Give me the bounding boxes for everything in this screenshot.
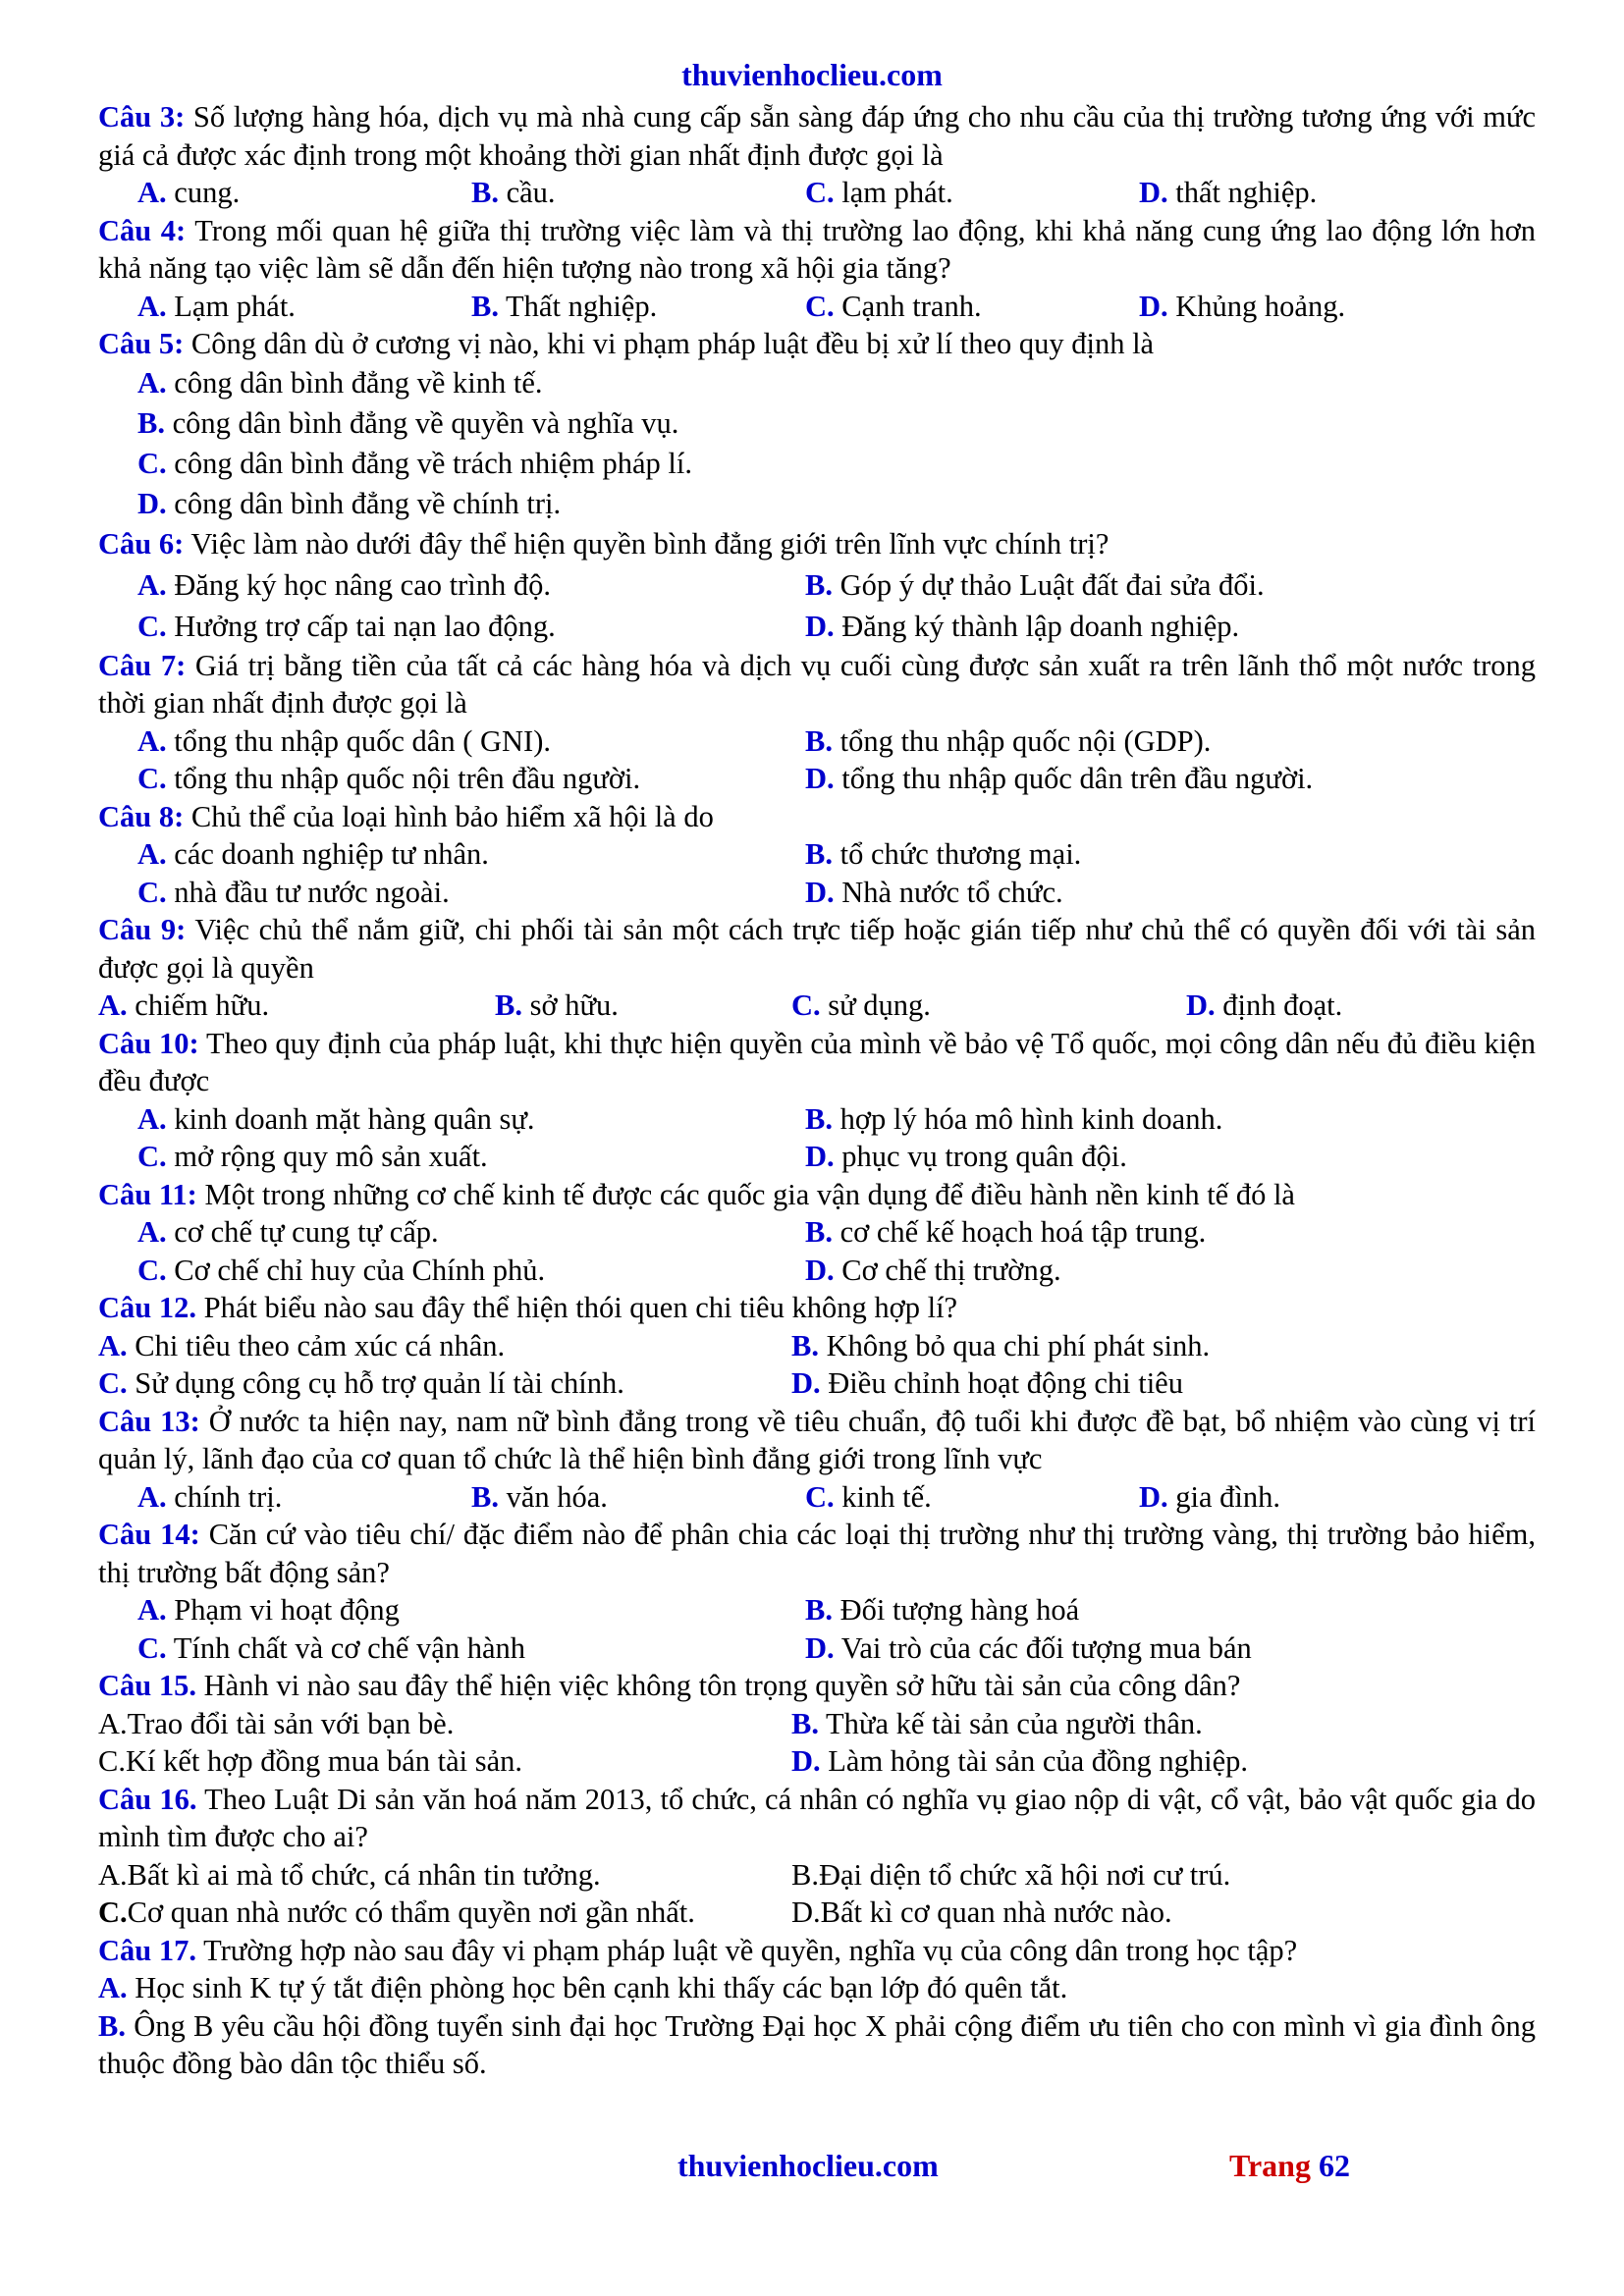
- question-text: Trong mối quan hệ giữa thị trường việc làm và thị trường lao động, khi khả năng cung ứng lao động lớn hơn khả năng tạo việc làm sẽ dẫn đến hiện tượng nào trong xã hội gia tăng?: [98, 213, 1536, 285]
- option-b: B. sở hữu.: [495, 988, 619, 1022]
- option-row: [98, 403, 1536, 444]
- option-b: B.Đại diện tổ chức xã hội nơi cư trú.: [791, 1857, 1231, 1892]
- question-stem: [98, 911, 1536, 987]
- option-d: D. gia đình.: [1139, 1479, 1281, 1514]
- question-text: Công dân dù ở cương vị nào, khi vi phạm pháp luật đều bị xử lí theo quy định là: [190, 327, 1155, 360]
- option-row: [98, 1213, 1536, 1252]
- option-row: [98, 1478, 1536, 1517]
- option-a: A. Chi tiêu theo cảm xúc cá nhân.: [98, 1328, 506, 1362]
- question-10: [98, 1025, 1536, 1176]
- option-row: [98, 1138, 1536, 1176]
- option-c: C. Sử dụng công cụ hỗ trợ quản lí tài chính.: [98, 1366, 624, 1400]
- option-d: D. định đoạt.: [1186, 988, 1343, 1022]
- page-footer: [0, 2146, 1624, 2185]
- option-a: A.Bất kì ai mà tổ chức, cá nhân tin tưởng.: [98, 1857, 601, 1892]
- option-b: B. tổng thu nhập quốc nội (GDP).: [805, 723, 1212, 758]
- option-b: B. tổ chức thương mại.: [805, 837, 1082, 871]
- question-9: [98, 911, 1536, 1025]
- question-label: Câu 10:: [98, 1026, 199, 1060]
- page-number-value: 62: [1318, 2148, 1350, 2183]
- option-a: A. cơ chế tự cung tự cấp.: [137, 1215, 439, 1249]
- option-row: [98, 835, 1536, 874]
- question-text: Chủ thể của loại hình bảo hiểm xã hội là do: [190, 799, 714, 833]
- option-b: B. Thừa kế tài sản của người thân.: [791, 1706, 1203, 1740]
- question-label: Câu 3:: [98, 100, 186, 133]
- option-row: [98, 874, 1536, 912]
- option-row: [98, 1894, 1536, 1932]
- option-c: C. mở rộng quy mô sản xuất.: [137, 1140, 488, 1173]
- page-number: [1229, 2146, 1350, 2185]
- option-row: [98, 760, 1536, 798]
- question-16: [98, 1781, 1536, 1932]
- option-c: C. công dân bình đẳng về trách nhiệm pháp lí.: [137, 446, 692, 480]
- option-a: A. cung.: [137, 176, 241, 209]
- option-c: C. tổng thu nhập quốc nội trên đầu người.: [137, 762, 641, 795]
- question-stem: [98, 647, 1536, 722]
- question-14: [98, 1516, 1536, 1667]
- question-stem: [98, 524, 1536, 564]
- option-row: [98, 1591, 1536, 1629]
- option-a: A. các doanh nghiệp tư nhân.: [137, 837, 489, 871]
- option-d: D. tổng thu nhập quốc dân trên đầu người.: [805, 762, 1314, 795]
- option-b: B. văn hóa.: [471, 1479, 608, 1514]
- option-b: B. hợp lý hóa mô hình kinh doanh.: [805, 1101, 1223, 1136]
- question-5: [98, 325, 1536, 524]
- option-row: [98, 1742, 1536, 1781]
- option-row: [98, 564, 1536, 606]
- question-15: [98, 1667, 1536, 1781]
- option-row: [98, 606, 1536, 647]
- option-c: C.Cơ quan nhà nước có thẩm quyền nơi gần nhất.: [98, 1896, 695, 1929]
- question-stem: [98, 1025, 1536, 1100]
- option-a: A. kinh doanh mặt hàng quân sự.: [137, 1101, 535, 1136]
- option-d: D. thất nghiệp.: [1139, 176, 1318, 209]
- question-stem: [98, 1289, 1536, 1327]
- option-b: B. công dân bình đẳng về quyền và nghĩa vụ.: [137, 405, 679, 440]
- question-text: Theo Luật Di sản văn hoá năm 2013, tổ chức, cá nhân có nghĩa vụ giao nộp di vật, cổ vật, bảo vật quốc gia do mình tìm được cho ai?: [98, 1782, 1536, 1853]
- option-row: [98, 1629, 1536, 1668]
- question-8: [98, 798, 1536, 912]
- page-label: Trang: [1229, 2148, 1311, 2183]
- option-row: [98, 1856, 1536, 1895]
- option-b: B. Không bỏ qua chi phí phát sinh.: [791, 1328, 1211, 1362]
- option-a: A. chiếm hữu.: [98, 988, 270, 1022]
- option-row: [98, 1705, 1536, 1743]
- question-text: Hành vi nào sau đây thể hiện việc không tôn trọng quyền sở hữu tài sản của công dân?: [203, 1669, 1241, 1702]
- header-site-name[interactable]: thuvienhoclieu.com: [681, 57, 943, 92]
- question-text: Ở nước ta hiện nay, nam nữ bình đẳng trong về tiêu chuẩn, độ tuổi khi được đề bạt, bổ nhiệm vào cùng vị trí quản lý, lãnh đạo của cơ quan tổ chức là thể hiện bình đẳng giới trong lĩnh vực: [98, 1404, 1536, 1475]
- option-row: [98, 484, 1536, 524]
- option-row: [98, 288, 1536, 326]
- option-d: D. Làm hỏng tài sản của đồng nghiệp.: [791, 1744, 1249, 1778]
- question-13: [98, 1403, 1536, 1517]
- question-stem: [98, 1667, 1536, 1705]
- question-4: [98, 212, 1536, 326]
- option-row: [98, 1364, 1536, 1403]
- option-a: A. Học sinh K tự ý tắt điện phòng học bên cạnh khi thấy các bạn lớp đó quên tắt.: [98, 1971, 1068, 2004]
- question-label: Câu 9:: [98, 913, 187, 946]
- question-stem: [98, 212, 1536, 288]
- option-a: A. Phạm vi hoạt động: [137, 1593, 400, 1627]
- question-label: Câu 13:: [98, 1404, 200, 1438]
- option-d: D. Đăng ký thành lập doanh nghiệp.: [805, 609, 1240, 643]
- option-d: D. Vai trò của các đối tượng mua bán: [805, 1630, 1252, 1665]
- question-label: Câu 12.: [98, 1291, 196, 1324]
- question-text: Một trong những cơ chế kinh tế được các quốc gia vận dụng để điều hành nền kinh tế đó là: [204, 1177, 1295, 1211]
- option-a: A. công dân bình đẳng về kinh tế.: [137, 365, 543, 400]
- option-row: [98, 444, 1536, 484]
- option-a: A. Lạm phát.: [137, 289, 296, 323]
- question-text: Phát biểu nào sau đây thể hiện thói quen chi tiêu không hợp lí?: [203, 1291, 958, 1324]
- question-label: Câu 11:: [98, 1177, 197, 1211]
- question-label: Câu 4:: [98, 213, 187, 247]
- question-stem: [98, 1403, 1536, 1478]
- question-stem: [98, 98, 1536, 174]
- option-a: A. tổng thu nhập quốc dân ( GNI).: [137, 723, 551, 758]
- question-3: [98, 98, 1536, 212]
- question-label: Câu 8:: [98, 799, 185, 833]
- question-label: Câu 17.: [98, 1933, 196, 1967]
- question-text: Theo quy định của pháp luật, khi thực hiện quyền của mình về bảo vệ Tổ quốc, mọi công dân nếu đủ điều kiện đều được: [98, 1026, 1536, 1097]
- question-7: [98, 647, 1536, 798]
- option-c: C. Hưởng trợ cấp tai nạn lao động.: [137, 609, 556, 643]
- question-label: Câu 15.: [98, 1669, 196, 1702]
- option-row: [98, 722, 1536, 761]
- option-row: [98, 1100, 1536, 1139]
- question-label: Câu 7:: [98, 648, 187, 682]
- option-d: D. Điều chỉnh hoạt động chi tiêu: [791, 1366, 1183, 1400]
- question-11: [98, 1176, 1536, 1290]
- question-text: Căn cứ vào tiêu chí/ đặc điểm nào để phân chia các loại thị trường như thị trường vàng, thị trường bảo hiểm, thị trường bất động sản?: [98, 1518, 1537, 1589]
- option-d: D. Cơ chế thị trường.: [805, 1253, 1061, 1287]
- option-b: B. Ông B yêu cầu hội đồng tuyển sinh đại học Trường Đại học X phải cộng điểm ưu tiên cho con mình vì gia đình ông thuộc đồng bào dân tộc thiểu số.: [98, 2008, 1536, 2080]
- option-c: C. Tính chất và cơ chế vận hành: [137, 1630, 525, 1665]
- option-d: D. công dân bình đẳng về chính trị.: [137, 486, 562, 520]
- question-label: Câu 6:: [98, 526, 185, 561]
- question-text: Việc làm nào dưới đây thể hiện quyền bình đẳng giới trên lĩnh vực chính trị?: [190, 526, 1110, 561]
- question-stem: [98, 325, 1536, 363]
- question-stem: [98, 1176, 1536, 1214]
- option-row: [98, 363, 1536, 403]
- option-a: A. chính trị.: [137, 1479, 283, 1514]
- question-stem: [98, 1516, 1536, 1591]
- question-label: Câu 5:: [98, 327, 185, 360]
- option-b: B. cầu.: [471, 176, 556, 209]
- option-c: C. Cơ chế chỉ huy của Chính phủ.: [137, 1253, 546, 1287]
- option-c: C. Cạnh tranh.: [805, 289, 982, 323]
- option-b: B. Đối tượng hàng hoá: [805, 1593, 1080, 1627]
- question-stem: [98, 798, 1536, 836]
- option-d: D. phục vụ trong quân đội.: [805, 1140, 1127, 1173]
- question-17: [98, 1932, 1536, 2083]
- option-c: C. sử dụng.: [791, 988, 931, 1022]
- footer-site-name[interactable]: thuvienhoclieu.com: [677, 2148, 939, 2183]
- option-a: A. Đăng ký học nâng cao trình độ.: [137, 567, 551, 602]
- question-stem: [98, 1932, 1536, 1970]
- question-label: Câu 16.: [98, 1782, 197, 1816]
- question-text: Giá trị bằng tiền của tất cả các hàng hóa và dịch vụ cuối cùng được sản xuất ra trên lãnh thổ một nước trong thời gian nhất định được gọi là: [98, 648, 1537, 720]
- question-text: Việc chủ thể nắm giữ, chi phối tài sản một cách trực tiếp hoặc gián tiếp như chủ thể có quyền đối với tài sản được gọi là quyền: [98, 913, 1536, 985]
- option-row: [98, 1252, 1536, 1290]
- question-6: [98, 524, 1536, 647]
- question-text: Số lượng hàng hóa, dịch vụ mà nhà cung cấp sẵn sàng đáp ứng cho nhu cầu của thị trường tương ứng với mức giá cả được xác định trong một khoảng thời gian nhất định được gọi là: [98, 100, 1537, 172]
- option-a: A.Trao đổi tài sản với bạn bè.: [98, 1706, 455, 1740]
- option-row: [98, 1327, 1536, 1365]
- option-c: C. nhà đầu tư nước ngoài.: [137, 875, 450, 909]
- option-row: [98, 174, 1536, 212]
- option-d: D.Bất kì cơ quan nhà nước nào.: [791, 1896, 1172, 1929]
- option-b: B. Thất nghiệp.: [471, 289, 658, 323]
- question-text: Trường hợp nào sau đây vi phạm pháp luật về quyền, nghĩa vụ của công dân trong học tập?: [203, 1933, 1298, 1967]
- question-label: Câu 14:: [98, 1518, 200, 1551]
- option-d: D. Nhà nước tổ chức.: [805, 875, 1063, 909]
- option-b: B. Góp ý dự thảo Luật đất đai sửa đổi.: [805, 567, 1265, 602]
- option-b: B. cơ chế kế hoạch hoá tập trung.: [805, 1215, 1207, 1249]
- option-c: C.Kí kết hợp đồng mua bán tài sản.: [98, 1744, 523, 1778]
- question-12: [98, 1289, 1536, 1403]
- question-list: [98, 98, 1536, 2083]
- option-d: D. Khủng hoảng.: [1139, 289, 1346, 323]
- option-row: [98, 987, 1536, 1025]
- option-c: C. kinh tế.: [805, 1479, 932, 1514]
- question-stem: [98, 1781, 1536, 1856]
- option-c: C. lạm phát.: [805, 176, 953, 209]
